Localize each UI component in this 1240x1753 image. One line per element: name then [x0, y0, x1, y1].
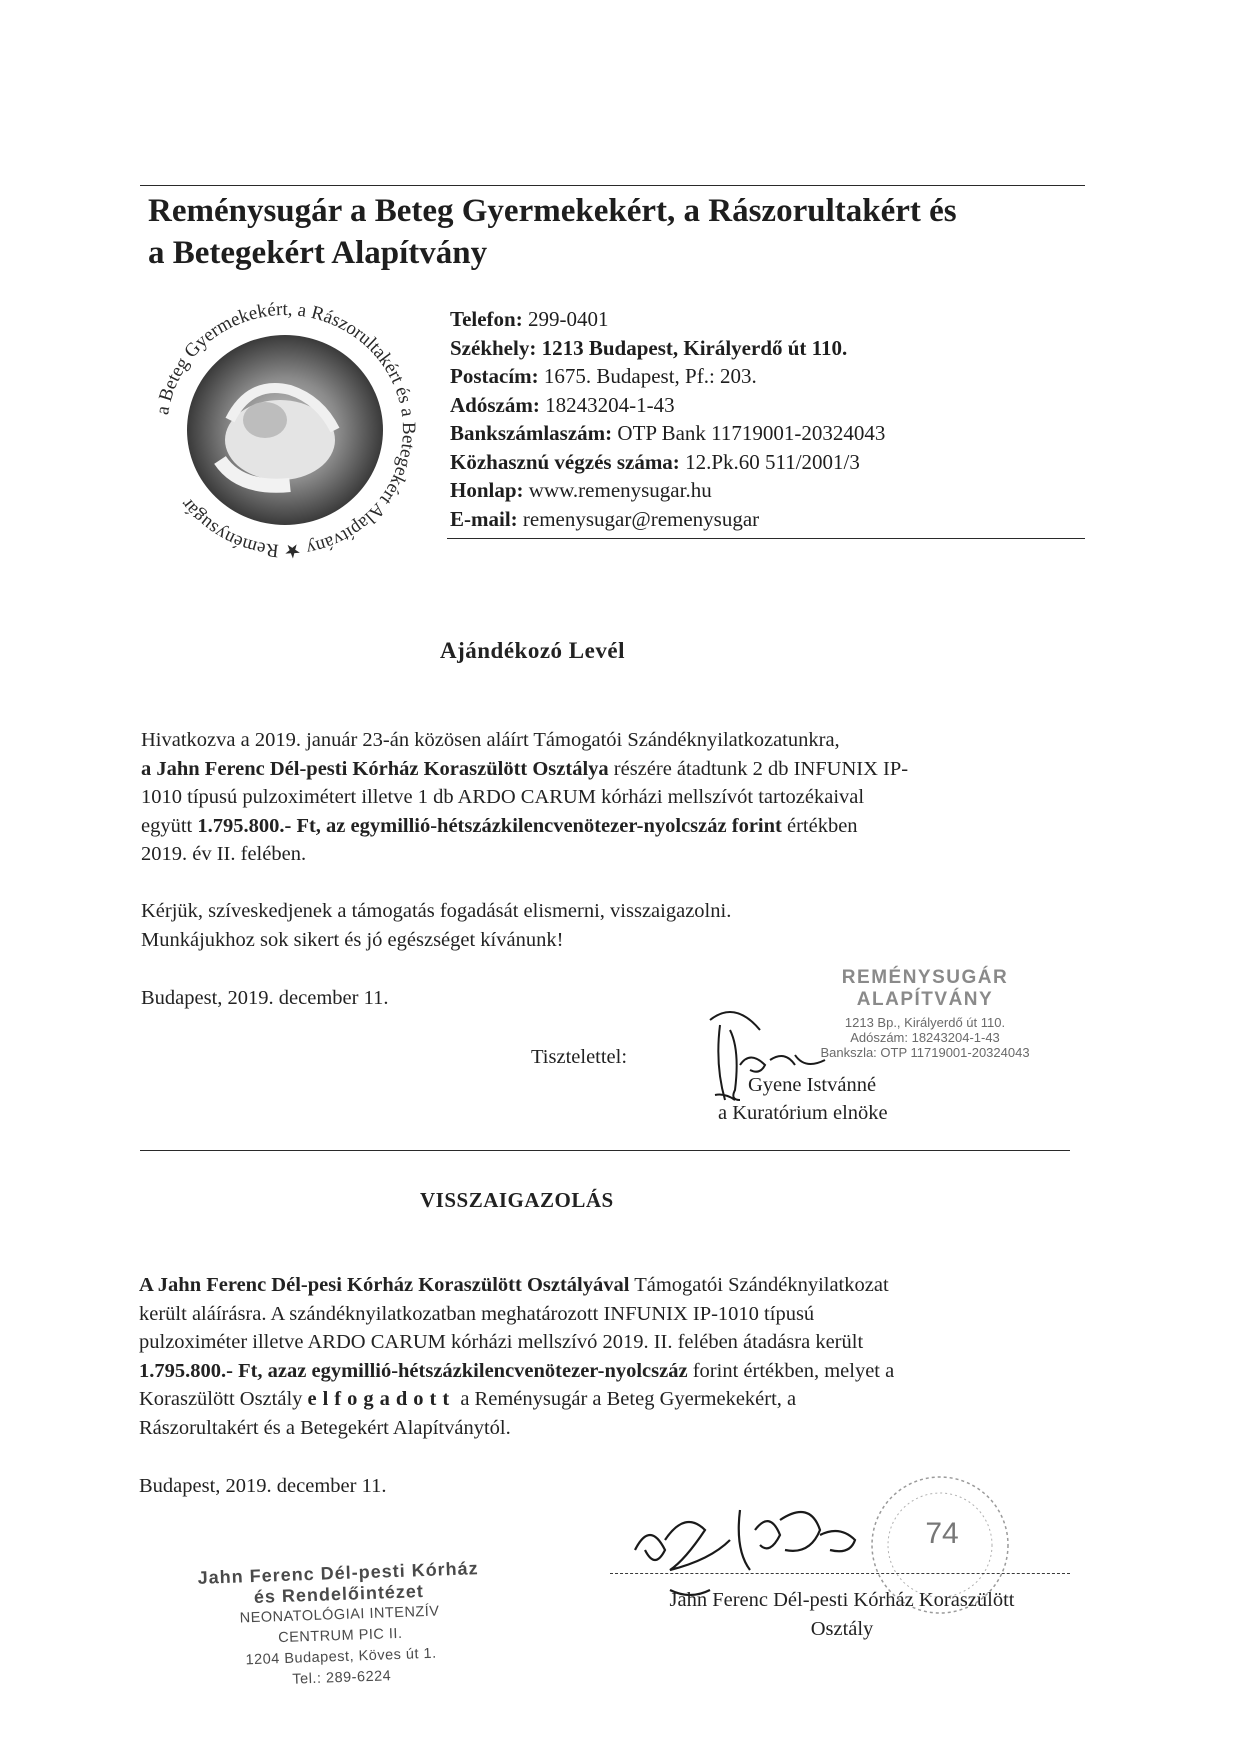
foundation-stamp: REMÉNYSUGÁR ALAPÍTVÁNY 1213 Bp., Királyerdő út 110. Adószám: 18243204-1-43 Bankszla: OTP 11719001-20324043: [820, 967, 1030, 1060]
letter-signer-role: a Kuratórium elnöke: [718, 1102, 888, 1124]
section-divider: [140, 1150, 1070, 1151]
signature-dashed-line: [610, 1573, 1070, 1574]
logo-ring-text: a Beteg Gyermekekért, a Rászorultakért és a Betegekért Alapítvány ★ Reménysugár: [152, 298, 420, 562]
organization-title-line2: a Betegekért Alapítvány: [148, 235, 488, 271]
contact-bank-account: Bankszámlaszám: OTP Bank 11719001-20324043: [450, 421, 886, 445]
contact-block: [450, 305, 885, 533]
confirmation-paragraph: A Jahn Ferenc Dél-pesi Kórház Koraszülött Osztályával Támogatói Szándéknyilatkozat került aláírásra. A szándéknyilatkozatban meghatározott INFUNIX IP-1010 típusú pulzoximéter illetve ARDO CARUM kórházi mellszívó 2019. II. felében átadásra került 1.795.800.- Ft, azaz egymillió-hétszázkilencvenötezer-nyolcszáz forint értékben, melyet a Koraszülött Osztály elfogadott a Reménysugár a Beteg Gyermekekért, a Rászorultakért és a Betegekért Alapítványtól.: [139, 1274, 895, 1439]
confirmation-signer: Jahn Ferenc Dél-pesti Kórház Koraszülött Osztály: [669, 1589, 1015, 1640]
contact-address: Székhely: 1213 Budapest, Királyerdő út 110.: [450, 335, 848, 360]
contact-tax-number: Adószám: 18243204-1-43: [450, 392, 675, 417]
logo-emblem-icon: [140, 290, 430, 570]
confirmation-date: Budapest, 2019. december 11.: [139, 1475, 387, 1497]
letter-closing: Tisztelettel:: [531, 1046, 628, 1068]
contact-email: E-mail: remenysugar@remenysugar: [450, 506, 760, 531]
contact-website: Honlap: www.remenysugar.hu: [450, 478, 712, 502]
hospital-stamp: Jahn Ferenc Dél-pesti Kórház és Rendelőintézet NEONATOLÓGIAI INTENZÍV CENTRUM PIC II. 1204 Budapest, Köves út 1. Tel.: 289-6224: [197, 1558, 479, 1688]
letter-date: Budapest, 2019. december 11.: [141, 987, 389, 1009]
foundation-logo: [140, 290, 430, 570]
organization-title-line1: Reménysugár a Beteg Gyermekekért, a Rászorultakért és: [148, 193, 957, 229]
letter-paragraph-2: Kérjük, szíveskedjenek a támogatás fogadását elismerni, visszaigazolni. Munkájukhoz sok sikert és jó egészséget kívánunk!: [141, 900, 732, 951]
contact-phone: Telefon: 299-0401: [450, 307, 609, 331]
contact-postal: Postacím: 1675. Budapest, Pf.: 203.: [450, 364, 757, 388]
header-top-rule: [140, 185, 1085, 186]
letter-signer-name: Gyene Istvánné: [748, 1074, 877, 1096]
contact-bottom-rule: [447, 538, 1085, 539]
contact-registration: Közhasznú végzés száma: 12.Pk.60 511/2001/3: [450, 449, 860, 474]
confirmation-title: VISSZAIGAZOLÁS: [420, 1188, 614, 1212]
organization-title: [148, 190, 1098, 274]
letter-title: Ajándékozó Levél: [440, 638, 625, 663]
svg-text:74: 74: [925, 1517, 959, 1550]
letter-paragraph-1: Hivatkozva a 2019. január 23-án közösen aláírt Támogatói Szándéknyilatkozatunkra, a Jahn Ferenc Dél-pesti Kórház Koraszülött Osztálya részére átadtunk 2 db INFUNIX IP- 1010 típusú pulzoximétert illetve 1 db ARDO CARUM kórházi mellszívót tartozékaival együtt 1.795.800.- Ft, az egymillió-hétszázkilencvenötezer-nyolcszáz forint értékben 2019. év II. felében.: [141, 729, 909, 865]
